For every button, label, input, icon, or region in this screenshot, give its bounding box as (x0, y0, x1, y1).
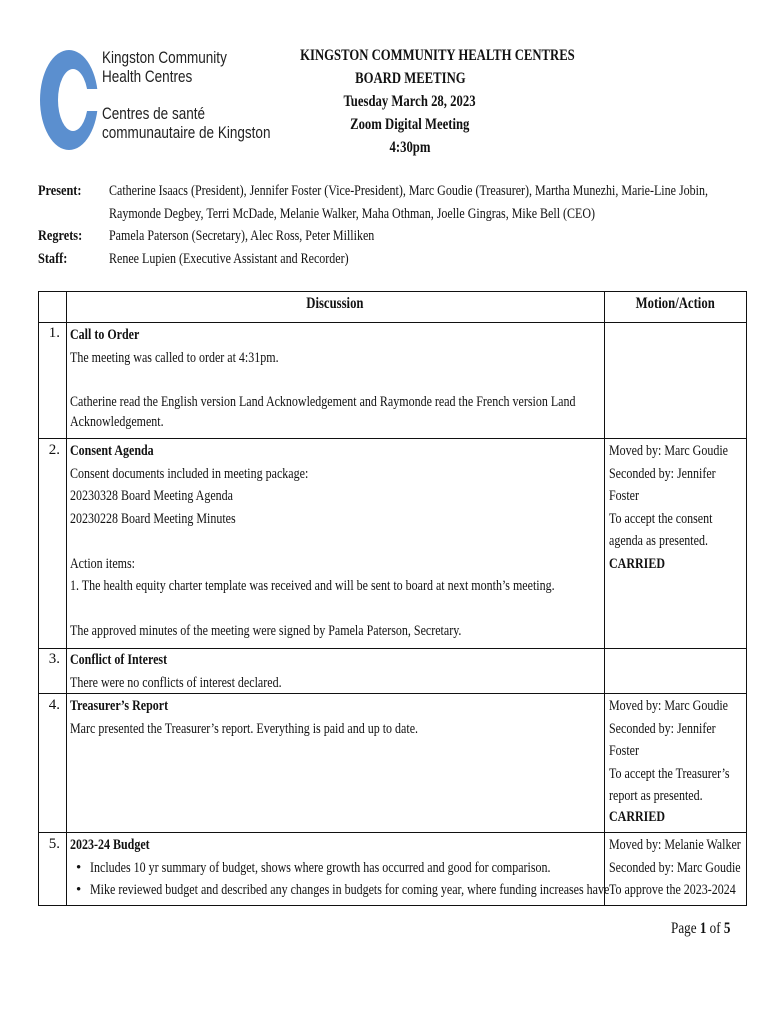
motion-text: Moved by: Marc Goudie (609, 698, 728, 714)
item-text: 1. The health equity charter template was received and will be sent to board at next month’s meeting. (70, 578, 555, 594)
item-title: Conflict of Interest (70, 652, 168, 668)
staff-row (38, 248, 738, 271)
motion-text: Moved by: Marc Goudie (609, 443, 728, 459)
staff-label: Staff: (38, 250, 68, 267)
header-org: KINGSTON COMMUNITY HEALTH CENTRES (300, 47, 575, 64)
motion-result: CARRIED (609, 555, 666, 572)
item-conflict-of-interest (70, 649, 334, 694)
motion-text: To accept the consent (609, 510, 713, 527)
item-title: Consent Agenda (70, 443, 154, 459)
kchc-logo-mark (38, 47, 100, 153)
motion-text: Foster (609, 743, 639, 759)
item-text: Consent documents included in meeting package: (70, 465, 309, 482)
item-text: Action items: (70, 555, 135, 572)
present-label: Present: (38, 183, 82, 199)
motion-text: Seconded by: Jennifer (609, 720, 716, 737)
item-treasurers-report (70, 695, 505, 740)
header-location: Zoom Digital Meeting (350, 116, 470, 133)
header-date: Tuesday March 28, 2023 (343, 93, 477, 110)
item-text: The meeting was called to order at 4:31pm. (70, 349, 279, 366)
org-name-english (102, 49, 254, 87)
item-number: 3. (48, 651, 60, 667)
attendance-block (38, 180, 738, 270)
item-text: Acknowledgement. (70, 413, 164, 430)
page-of: of (709, 920, 721, 937)
column-header-motion: Motion/Action (635, 295, 715, 312)
motion-text: report as presented. (609, 788, 703, 804)
page-current: 1 (699, 920, 706, 937)
motion-text: Seconded by: Jennifer (609, 465, 716, 482)
staff-list: Renee Lupien (Executive Assistant and Recorder) (109, 250, 349, 267)
header-meeting-type: BOARD MEETING (354, 70, 466, 87)
motion-result: CARRIED (609, 808, 666, 825)
item-title: 2023-24 Budget (70, 837, 150, 853)
motion-text: To approve the 2023-2024 (609, 882, 736, 898)
item-number: 1. (48, 325, 60, 341)
bullet-text: Mike reviewed budget and described any changes in budgets for coming year, where funding increases have (90, 882, 610, 898)
present-line-2: Raymonde Degbey, Terri McDade, Melanie Walker, Maha Othman, Joelle Gingras, Mike Bell (CEO) (109, 205, 596, 222)
item-text: There were no conflicts of interest declared. (70, 674, 282, 691)
page-number (658, 920, 730, 938)
item-text: Catherine read the English version Land Acknowledgement and Raymonde read the French version Land (70, 394, 576, 410)
item-consent-agenda (70, 440, 676, 643)
item-number: 5. (48, 836, 60, 852)
item-motion (609, 695, 760, 828)
item-text: The approved minutes of the meeting were signed by Pamela Paterson, Secretary. (70, 623, 462, 639)
item-text: 20230228 Board Meeting Minutes (70, 510, 236, 527)
header-time: 4:30pm (389, 139, 431, 156)
item-title: Treasurer’s Report (70, 698, 169, 714)
motion-text: agenda as presented. (609, 533, 708, 549)
item-title: Call to Order (70, 327, 140, 343)
motion-text: Foster (609, 488, 639, 504)
regrets-row (38, 225, 738, 248)
org-name-en-line1: Kingston Community (102, 49, 227, 67)
page-total: 5 (723, 920, 730, 937)
bullet-text: Includes 10 yr summary of budget, shows where growth has occurred and good for comparison. (90, 859, 551, 876)
organization-logo (38, 45, 271, 155)
item-call-to-order (70, 324, 702, 433)
item-text: 20230328 Board Meeting Agenda (70, 488, 233, 504)
motion-text: Moved by: Melanie Walker (609, 837, 741, 853)
org-name-en-line2: Health Centres (102, 68, 193, 86)
regrets-list: Pamela Paterson (Secretary), Alec Ross, Peter Milliken (109, 228, 375, 244)
column-header-discussion: Discussion (306, 295, 364, 312)
present-line-1: Catherine Isaacs (President), Jennifer Foster (Vice-President), Marc Goudie (Treasurer), Martha Munezhi, Marie-Line Jobin, (109, 183, 708, 199)
item-motion (609, 440, 758, 575)
item-text: Marc presented the Treasurer’s report. Everything is paid and up to date. (70, 720, 419, 737)
motion-text: To accept the Treasurer’s (609, 765, 730, 782)
present-row (38, 180, 738, 225)
org-name-fr-line1: Centres de santé (102, 105, 206, 123)
org-name-fr-line2: communautaire de Kingston (102, 124, 271, 142)
meeting-header (270, 44, 575, 159)
item-motion (609, 834, 770, 902)
page-word: Page (670, 920, 697, 937)
motion-text: Seconded by: Marc Goudie (609, 859, 741, 876)
item-number: 2. (48, 442, 60, 458)
regrets-label: Regrets: (38, 228, 83, 244)
item-number: 4. (48, 697, 60, 713)
